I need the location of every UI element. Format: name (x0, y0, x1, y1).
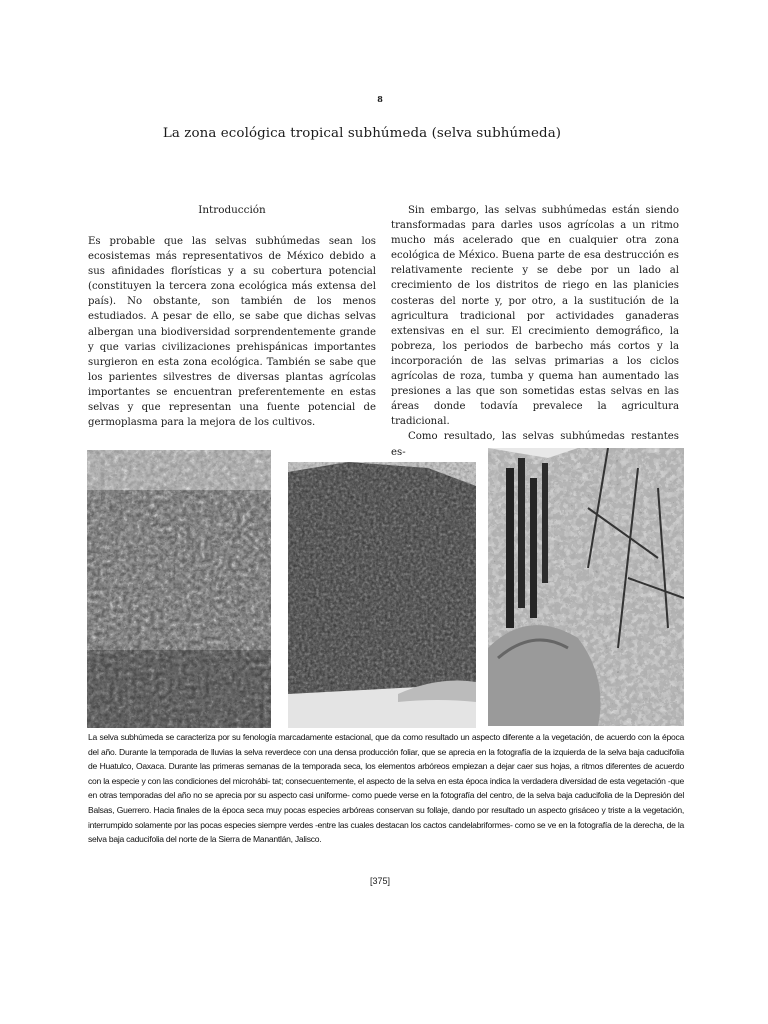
right-paragraph-2: Como resultado, las selvas subhúmedas restantes es- (391, 431, 679, 458)
section-heading: Introducción (198, 204, 266, 216)
intro-paragraph: Es probable que las selvas subhúmedas sean los ecosistemas más representativos de México debido a sus afinidades florísticas y a su cobertura potencial (constituyen la tercera zona ecológica más extensa del país). No obstante, son también de los menos estudiados. A pesar de ello, se sabe que dichas selvas albergan una biodiversidad sorprendentemente grande y que varias civilizaciones prehispánicas importantes surgieron en esta zona ecológica. También se sabe que los parientes silvestres de diversas plantas agrícolas importantes se encuentran preferentemente en estas selvas y que representan una fuente potencial de germoplasma para la mejora de los cultivos. (88, 236, 376, 429)
right-column (391, 203, 679, 460)
photo-strip (87, 448, 684, 728)
photo-rainy-season (87, 450, 271, 728)
page-folio: [375] (369, 876, 391, 886)
page-title: La zona ecológica tropical subhúmeda (selva subhúmeda) (162, 126, 562, 141)
photo-late-dry-season (488, 448, 684, 726)
left-column (88, 203, 376, 430)
figure-caption: La selva subhúmeda se caracteriza por su fenología marcadamente estacional, que da como resultado un aspecto diferente a la vegetación, de acuerdo con la época del año. Durante la temporada de lluvias la selva reverdece con una densa producción foliar, que se aprecia en la fotografía de la izquierda de la selva baja caducifolia de Huatulco, Oaxaca. Durante las primeras semanas de la temporada seca, los elementos arbóreos empiezan a dejar caer sus hojas, a ritmos diferentes de acuerdo con la especie y con las condiciones del microhábi- tat; consecuentemente, el aspecto de la selva en esta época indica la verdadera diversidad de esta vegetación -que en otras temporadas del año no se aprecia por su aspecto casi uniforme- como puede verse en la fotografía del centro, de la selva baja caducifolia de la Depresión del Balsas, Guerrero. Hacia finales de la época seca muy pocas especies arbóreas conservan su follaje, dando por resultado un aspecto grisáceo y triste a la vegetación, interrumpido solamente por las pocas especies siempre verdes -entre las cuales destacan los cactos candelabriformes- como se ve en la fotografía de la derecha, de la selva baja caducifolia del norte de la Sierra de Manantlán, Jalisco. (88, 732, 684, 845)
page-number: 8 (377, 94, 383, 104)
right-paragraph-1: Sin embargo, las selvas subhúmedas están siendo transformadas para darles usos agrícolas a un ritmo mucho más acelerado que en cualquier otra zona ecológica de México. Buena parte de esa destrucción es relativamente reciente y se debe por un lado al crecimiento de los distritos de riego en las planicies costeras del norte y, por otro, a la sustitución de la agricultura tradicional por actividades ganaderas extensivas en el sur. El crecimiento demográfico, la pobreza, los periodos de barbecho más cortos y la incorporación de las selvas primarias a los ciclos agrícolas de roza, tumba y quema han aumentado las presiones a las que son sometidas estas selvas en las áreas donde todavía prevalece la agricultura tradicional. (391, 205, 679, 428)
photo-early-dry-season (288, 462, 476, 728)
